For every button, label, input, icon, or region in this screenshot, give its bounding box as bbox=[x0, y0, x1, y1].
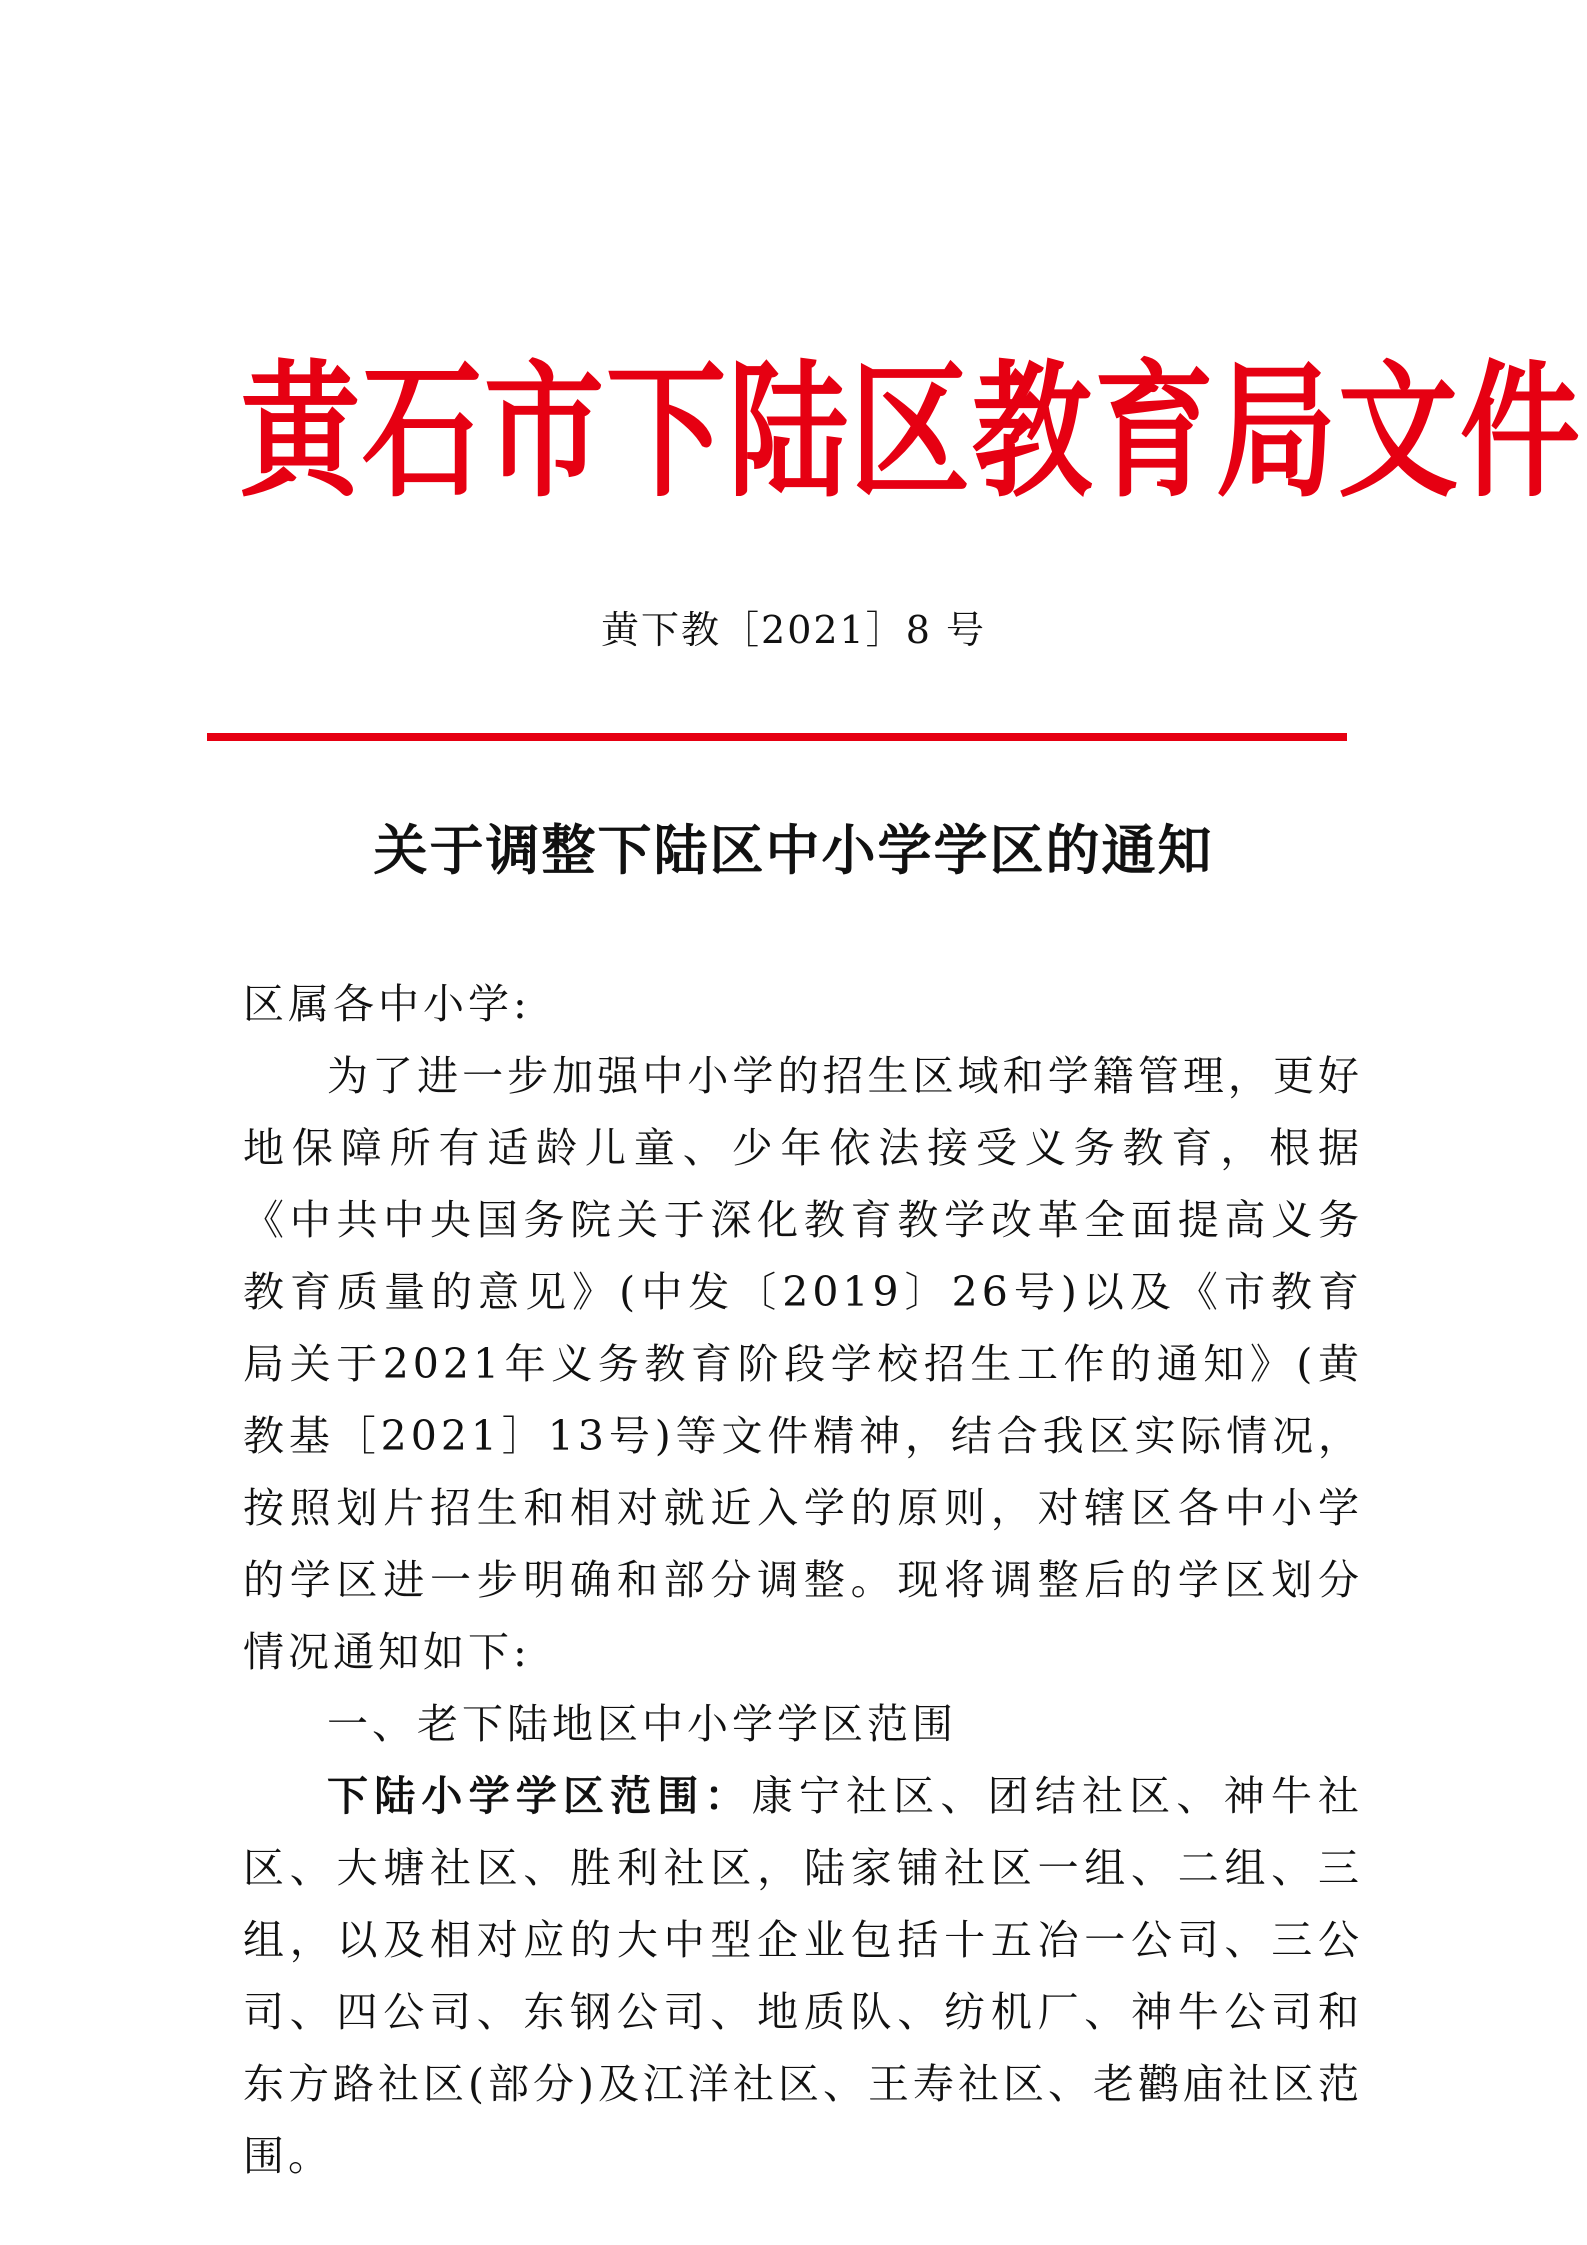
item-lead: 下陆小学学区范围： bbox=[327, 1772, 752, 1820]
masthead-title: 黄石市下陆区教育局文件 bbox=[240, 348, 1582, 518]
salutation: 区属各中小学: bbox=[243, 980, 531, 1028]
document-body bbox=[243, 968, 1363, 2192]
item-text: 康宁社区、团结社区、神牛社区、大塘社区、胜利社区，陆家铺社区一组、二组、三组，以及相对应的大中型企业包括十五冶一公司、三公司、四公司、东钢公司、地质队、纺机厂、神牛公司和东方路社区(部分)及江洋社区、王寿社区、老鹳庙社区范围。 bbox=[243, 1772, 1364, 2180]
red-divider-line bbox=[207, 733, 1347, 741]
section-heading: 一、老下陆地区中小学学区范围 bbox=[327, 1700, 957, 1748]
document-title: 关于调整下陆区中小学学区的通知 bbox=[373, 818, 1214, 882]
document-number: 黄下教［2021］8 号 bbox=[601, 608, 986, 652]
paragraph bbox=[243, 1760, 1363, 2192]
paragraph: 为了进一步加强中小学的招生区域和学籍管理，更好地保障所有适龄儿童、少年依法接受义务教育，根据《中共中央国务院关于深化教育教学改革全面提高义务教育质量的意见》(中发〔2019〕26号)以及《市教育局关于2021年义务教育阶段学校招生工作的通知》(黄教基［2021］13号)等文件精神，结合我区实际情况，按照划片招生和相对就近入学的原则，对辖区各中小学的学区进一步明确和部分调整。现将调整后的学区划分情况通知如下: bbox=[243, 1052, 1363, 1676]
